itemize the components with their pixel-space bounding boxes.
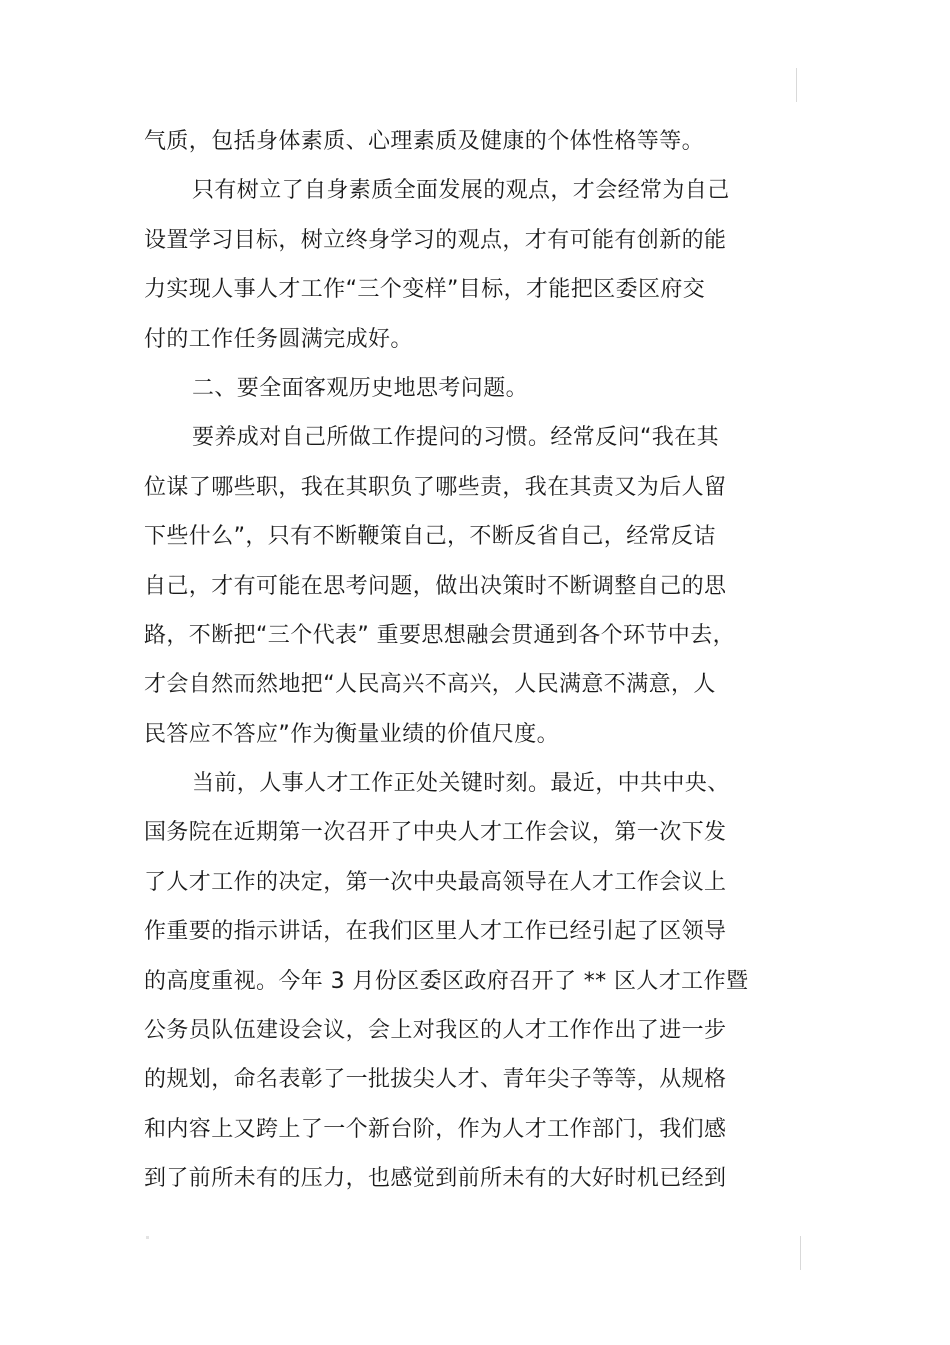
text-line: 要养成对自己所做工作提问的习惯。经常反问“我在其 [192,425,719,451]
margin-mark-top [796,68,797,102]
text-line: 公务员队伍建设会议，会上对我区的人才工作作出了进一步 [144,1018,727,1044]
text-line: 力实现人事人才工作“三个变样”目标，才能把区委区府交 [144,277,706,303]
section-heading: 二、要全面客观历史地思考问题。 [192,375,529,401]
text-line: 下些什么”，只有不断鞭策自己，不断反省自己，经常反诘 [144,524,716,550]
text-line: 设置学习目标，树立终身学习的观点，才有可能有创新的能 [144,227,727,253]
text-line: 民答应不答应”作为衡量业绩的价值尺度。 [144,721,559,747]
text-line: 才会自然而然地把“人民高兴不高兴，人民满意不满意，人 [144,672,716,698]
text-line: 到了前所未有的压力，也感觉到前所未有的大好时机已经到 [144,1166,727,1192]
text-line: 路，不断把“三个代表” 重要思想融会贯通到各个环节中去， [144,622,735,648]
text-line: 的规划，命名表彰了一批拔尖人才、青年尖子等等，从规格 [144,1067,727,1093]
text-line: 当前，人事人才工作正处关键时刻。最近，中共中央、 [192,771,730,797]
text-line: 位谋了哪些职，我在其职负了哪些责，我在其责又为后人留 [144,474,727,500]
text-line: 作重要的指示讲话，在我们区里人才工作已经引起了区领导 [144,919,727,945]
text-line: 自己，才有可能在思考问题，做出决策时不断调整自己的思 [144,573,727,599]
text-line: 国务院在近期第一次召开了中央人才工作会议，第一次下发 [144,820,727,846]
margin-mark-bottom [800,1236,801,1270]
text-line: 付的工作任务圆满完成好。 [144,326,413,352]
text-line: 只有树立了自身素质全面发展的观点，才会经常为自己 [192,178,730,204]
body-text [144,117,804,1204]
text-line: 了人才工作的决定，第一次中央最高领导在人才工作会议上 [144,869,727,895]
text-line: 和内容上又跨上了一个新台阶，作为人才工作部门，我们感 [144,1116,727,1142]
text-line: 的高度重视。今年 3 月份区委区政府召开了 ** 区人才工作暨 [144,968,749,994]
scan-artifact [146,1236,149,1239]
text-line: 气质，包括身体素质、心理素质及健康的个体性格等等。 [144,129,705,154]
